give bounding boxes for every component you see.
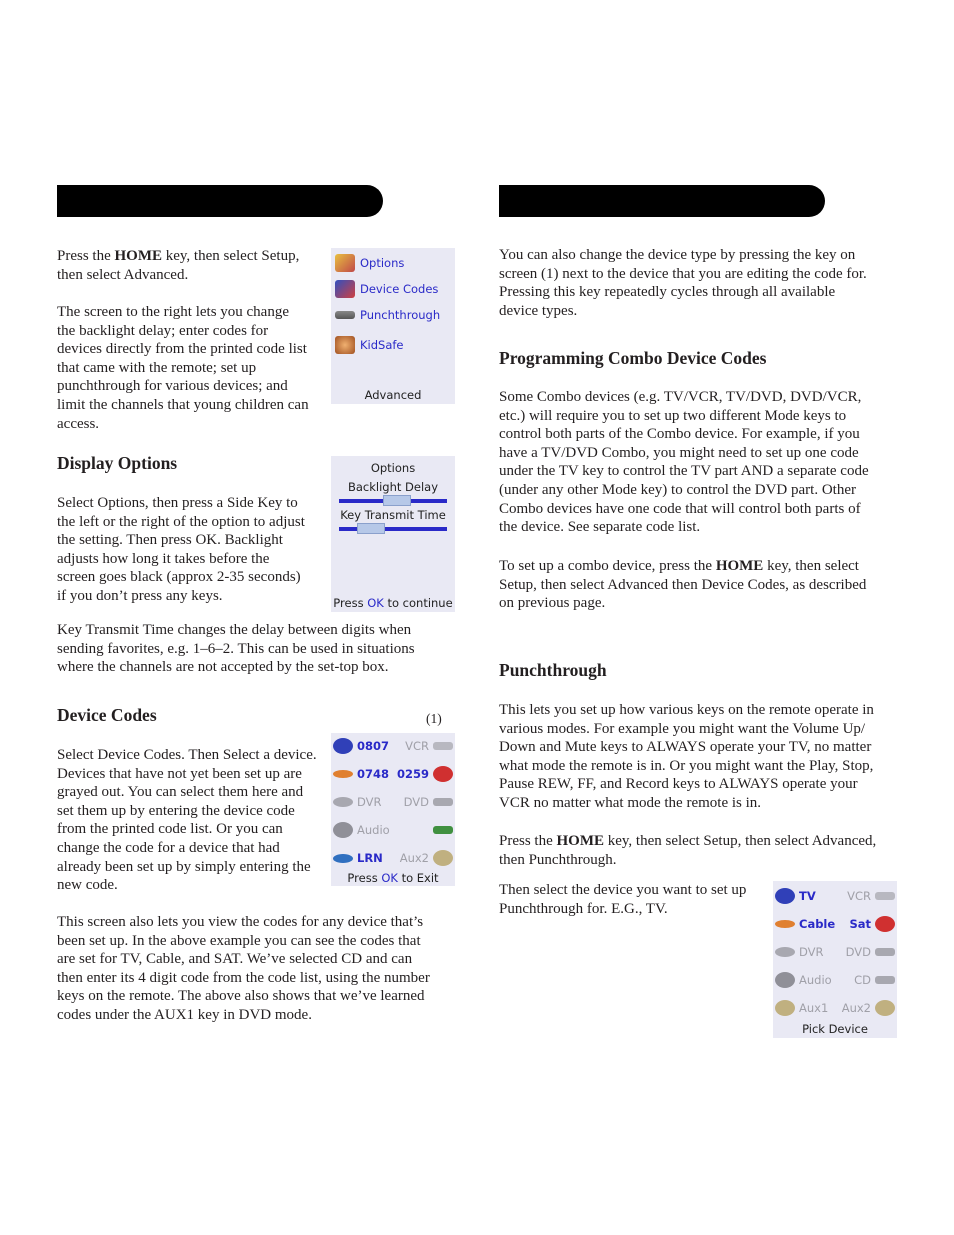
menu-item-kidsafe[interactable]: KidSafe — [335, 336, 404, 354]
left-header-bar — [57, 185, 383, 217]
intro-paragraph: Press the HOME key, then select Setup, then select Advanced. — [57, 248, 300, 283]
advanced-description: The screen to the right lets you change the backlight delay; enter codes for devices directly from the printed code list that came with the remote; set up punchthrough for various devices; and limit the channels that young children can access. — [57, 304, 309, 432]
pick-device-screen — [773, 881, 897, 1038]
learn-icon — [333, 854, 353, 863]
combo-paragraph: Some Combo devices (e.g. TV/VCR, TV/DVD, DVD/VCR, etc.) will require you to set up two different Mode keys to control both parts of the Combo device. For example, if you have a TV/DVD Combo, you might need to set up one code under the TV key to control the TV part AND a separate code (under any other Mode key) to control the DVD part. Other Combo devices have one code that will control both parts of the device. See separate code list. — [499, 389, 869, 536]
audio-icon — [333, 822, 353, 838]
kidsafe-icon — [335, 336, 355, 354]
device-row[interactable]: Audio CD — [775, 969, 895, 991]
vcr-icon — [433, 742, 453, 750]
satellite-icon — [433, 766, 453, 782]
cable-icon — [775, 920, 795, 928]
dvd-icon — [433, 798, 453, 806]
dvr-icon — [333, 797, 353, 807]
cd-icon — [875, 976, 895, 984]
cable-icon — [333, 770, 353, 778]
options-screen — [331, 456, 455, 612]
device-row[interactable]: DVR DVD — [775, 941, 895, 963]
device-type-paragraph: You can also change the device type by pressing the key on screen (1) next to the device that you are editing the code for. Pressing this key repeatedly cycles through all available device types. — [499, 247, 867, 319]
combo-codes-heading: Programming Combo Device Codes — [499, 348, 767, 368]
dvr-icon — [775, 947, 795, 957]
audio-icon — [775, 972, 795, 988]
vcr-icon — [875, 892, 895, 900]
punchthrough-setup-paragraph: Press the HOME key, then select Setup, then select Advanced, then Punchthrough. — [499, 833, 877, 868]
device-row[interactable]: LRN Aux2 — [333, 847, 453, 869]
dvd-icon — [875, 948, 895, 956]
device-row[interactable]: Audio — [333, 819, 453, 841]
right-header-bar — [499, 185, 825, 217]
advanced-menu-screen — [331, 248, 455, 404]
menu-item-punchthrough[interactable]: Punchthrough — [335, 308, 440, 322]
device-codes-screen — [331, 733, 455, 886]
punchthrough-heading: Punchthrough — [499, 660, 607, 680]
device-row[interactable]: 0748 0259 — [333, 763, 453, 785]
device-row[interactable]: 0807 VCR — [333, 735, 453, 757]
advanced-screen-title: Advanced — [364, 388, 422, 402]
pick-device-screen-title: Pick Device — [802, 1022, 868, 1036]
punchthrough-icon — [335, 311, 355, 319]
satellite-icon — [875, 916, 895, 932]
cd-icon — [433, 826, 453, 834]
device-row[interactable]: Cable Sat — [775, 913, 895, 935]
aux-question-icon — [775, 1000, 795, 1016]
key-transmit-paragraph: Key Transmit Time changes the delay between digits when sending favorites, e.g. 1–6–2. This can be used in situations where the channels are not accepted by the set-top box. — [57, 622, 415, 676]
device-row[interactable]: DVR DVD — [333, 791, 453, 813]
device-codes-heading: Device Codes — [57, 705, 157, 725]
options-screen-title: Options — [370, 461, 416, 475]
aux-question-icon — [433, 850, 453, 866]
display-options-paragraph: Select Options, then press a Side Key to the left or the right of the option to adjust the setting. Then press OK. Backlight adjusts how long it takes before the screen goes black (approx 2-35 seconds) if you don’t press any keys. — [57, 495, 305, 604]
key-transmit-time-slider[interactable] — [339, 527, 447, 531]
key-transmit-time-thumb[interactable] — [357, 523, 385, 534]
options-icon — [335, 254, 355, 272]
options-screen-footer: Press OK to continue — [333, 596, 453, 610]
punchthrough-select-paragraph: Then select the device you want to set up Punchthrough for. E.G., TV. — [499, 882, 747, 917]
device-codes-icon — [335, 280, 355, 298]
device-row[interactable]: Aux1 Aux2 — [775, 997, 895, 1019]
device-codes-paragraph-2: This screen also lets you view the codes for any device that’s been set up. In the above example you can see the codes that are set for TV, Cable, and SAT. We’ve selected CD and can then enter its 4 digit code from the code list, using the number keys on the remote. The above also shows that we’ve learned codes under the AUX1 key in DVD mode. — [57, 914, 430, 1023]
tv-icon — [775, 888, 795, 904]
aux-question-icon — [875, 1000, 895, 1016]
combo-setup-paragraph: To set up a combo device, press the HOME key, then select Setup, then select Advanced then Device Codes, as described on previous page. — [499, 558, 867, 612]
screen-reference-note: (1) — [426, 711, 442, 726]
key-transmit-time-label: Key Transmit Time — [340, 508, 446, 522]
punchthrough-paragraph: This lets you set up how various keys on the remote operate in various modes. For example you might want the Volume Up/ Down and Mute keys to ALWAYS operate your TV, no matter what mode the remote is in. Or you might want the Play, Stop, Pause REW, FF, and Record keys to ALWAYS operate your VCR no matter what mode the remote is in. — [499, 702, 874, 811]
backlight-delay-thumb[interactable] — [383, 495, 411, 506]
menu-item-device-codes[interactable]: Device Codes — [335, 280, 438, 298]
device-codes-screen-footer: Press OK to Exit — [347, 871, 439, 885]
backlight-delay-label: Backlight Delay — [347, 480, 439, 494]
menu-item-options[interactable]: Options — [335, 254, 404, 272]
device-codes-paragraph: Select Device Codes. Then Select a device. Devices that have not yet been set up are grayed out. You can select them here and set them up by entering the device code from the printed code list. Or you can change the code for a device that had already been set up by simply entering the new code. — [57, 747, 317, 894]
tv-icon — [333, 738, 353, 754]
display-options-heading: Display Options — [57, 453, 178, 473]
device-row[interactable]: TV VCR — [775, 885, 895, 907]
